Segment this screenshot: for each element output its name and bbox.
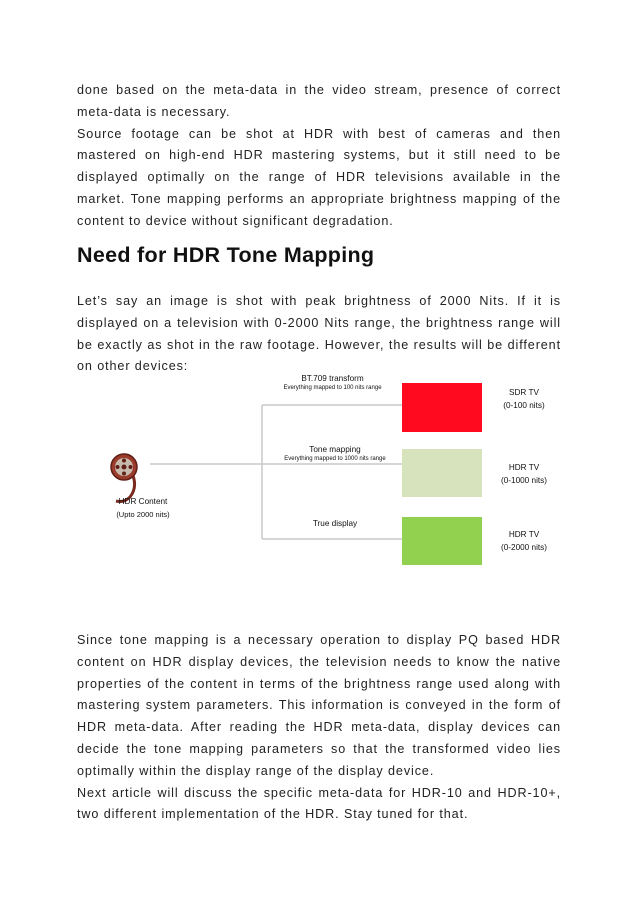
transform-label: True display [312, 519, 358, 528]
section-paragraph-text: Let’s say an image is shot with peak brightness of 2000 Nits. If it is displayed on a television with 0-2000 Nits range, the brightness range will be exactly as shot in the raw footage. However, the results will be different on other devices: [77, 294, 561, 374]
film-reel-icon [111, 454, 137, 502]
branch-3-tv-label [488, 528, 560, 554]
transform-label: Tone mapping [309, 445, 361, 454]
conclusion-paragraph [77, 630, 561, 826]
transform-note: Everything mapped to 100 nits range [283, 385, 382, 391]
branch-1-transform [270, 374, 395, 392]
tv-name: HDR TV [508, 530, 540, 539]
source-sublabel: (Upto 2000 nits) [116, 510, 170, 519]
transform-label: BT.709 transform [301, 374, 364, 383]
tone-mapping-diagram [0, 365, 638, 580]
conclusion-line-2: Next article will discuss the specific meta-data for HDR-10 and HDR-10+, two different implementation of the HDR. Stay tuned for that. [77, 785, 561, 822]
intro-paragraph [77, 80, 561, 233]
hdr-content-label [98, 497, 188, 519]
branch-2-transform [280, 445, 390, 463]
tv-range: (0-2000 nits) [501, 543, 547, 552]
branch-3-transform [290, 519, 380, 528]
transform-note: Everything mapped to 1000 nits range [284, 456, 386, 462]
branch-1-tv-label [488, 386, 560, 412]
tv-range: (0-1000 nits) [501, 476, 547, 485]
section-heading: Need for HDR Tone Mapping [77, 243, 375, 267]
sdr-tv-box [402, 383, 482, 432]
tv-name: SDR TV [509, 388, 539, 397]
branch-2-tv-label [488, 461, 560, 487]
tv-range: (0-100 nits) [503, 401, 545, 410]
hdr-1000-box [402, 449, 482, 497]
source-label: HDR Content [118, 497, 168, 506]
conclusion-line-1: Since tone mapping is a necessary operation to display PQ based HDR content on HDR display devices, the television needs to know the native properties of the content in terms of the brightness range used along with mastering system parameters. This information is conveyed in the form of HDR meta-data. After reading the HDR meta-data, display devices can decide the tone mapping parameters so that the transformed video lies optimally within the display range of the display device. [77, 633, 561, 778]
intro-line-2: Source footage can be shot at HDR with best of cameras and then mastered on high-end HDR mastering systems, but it still need to be displayed optimally on the range of HDR televisions available in the market. Tone mapping performs an appropriate brightness mapping of the content to device without significant degradation. [77, 126, 561, 228]
tv-name: HDR TV [508, 463, 540, 472]
intro-line-1: done based on the meta-data in the video stream, presence of correct meta-data is necessary. [77, 83, 561, 119]
hdr-2000-box [402, 517, 482, 565]
